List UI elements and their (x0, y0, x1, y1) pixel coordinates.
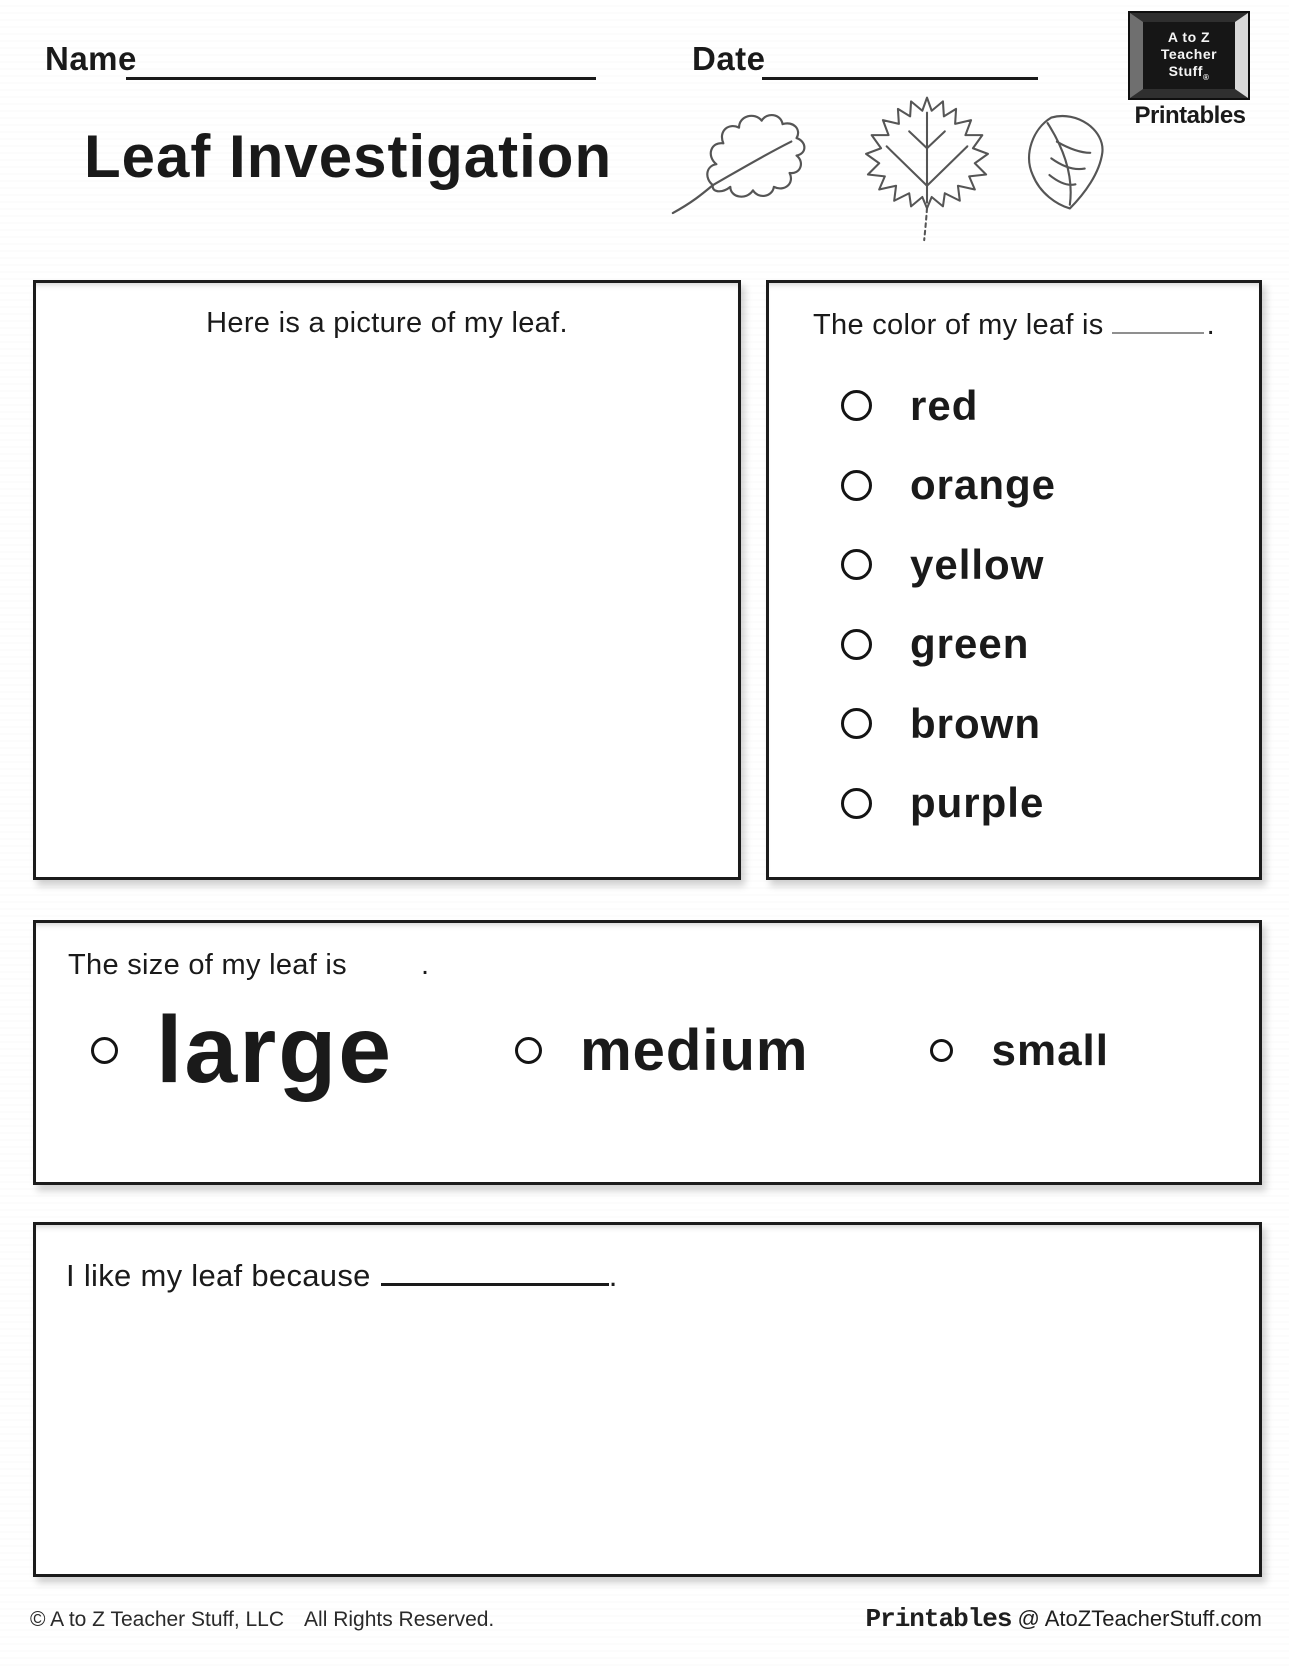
picture-prompt: Here is a picture of my leaf. (206, 307, 568, 339)
size-label-small: small (991, 1025, 1109, 1075)
registered-mark: ® (1202, 72, 1210, 82)
color-option-yellow (841, 541, 1259, 589)
color-prompt: The color of my leaf is . (769, 305, 1259, 342)
leaf-color-box (766, 280, 1262, 880)
poplar-leaf-icon (1020, 112, 1116, 214)
size-prompt-period: . (420, 949, 430, 981)
logo-line2: Teacher (1160, 45, 1218, 62)
footer-site-url: @ AtoZTeacherStuff.com (1017, 1606, 1262, 1631)
color-label-orange: orange (910, 461, 1057, 509)
radio-brown[interactable] (841, 708, 872, 739)
leaf-because-box[interactable] (33, 1222, 1262, 1577)
atoz-teacher-stuff-logo (1128, 11, 1250, 100)
size-option-medium (515, 1017, 808, 1084)
radio-green[interactable] (841, 629, 872, 660)
date-label: Date (692, 40, 766, 77)
name-blank-line[interactable] (126, 40, 596, 80)
color-label-brown: brown (910, 699, 1041, 747)
radio-medium[interactable] (515, 1037, 542, 1064)
copyright-text: © A to Z Teacher Stuff, LLC (30, 1608, 285, 1631)
size-option-small (930, 1026, 1109, 1076)
color-option-orange (841, 461, 1259, 509)
size-prompt: The size of my leaf is . (68, 949, 430, 981)
name-label: Name (45, 40, 137, 77)
oak-leaf-icon (662, 98, 830, 220)
size-label-large: large (156, 997, 394, 1103)
logo-line1: A to Z (1167, 28, 1211, 45)
color-label-purple: purple (910, 779, 1045, 827)
color-prompt-period: . (1206, 309, 1215, 341)
logo-line3: Stuff$_®$ (1168, 62, 1210, 82)
color-option-brown (841, 700, 1259, 748)
because-prompt: I like my leaf because . (66, 1255, 1259, 1294)
color-label-red: red (910, 381, 979, 429)
color-options-list (769, 342, 1259, 877)
color-option-green (841, 620, 1259, 668)
color-label-yellow: yellow (910, 540, 1045, 588)
color-option-red (841, 382, 1259, 430)
printables-caption: Printables (1134, 102, 1246, 129)
chalkboard-frame (1130, 13, 1248, 98)
size-option-large (91, 996, 393, 1105)
color-label-green: green (910, 620, 1030, 668)
radio-purple[interactable] (841, 788, 872, 819)
page-title: Leaf Investigation (84, 123, 613, 190)
footer-brand: Printables (865, 1604, 1012, 1634)
radio-yellow[interactable] (841, 549, 872, 580)
size-options-row (36, 996, 1259, 1105)
size-label-medium: medium (580, 1018, 809, 1083)
maple-leaf-icon (856, 92, 998, 242)
radio-large[interactable] (91, 1037, 118, 1064)
color-blank-line[interactable] (1112, 305, 1204, 334)
rights-text: All Rights Reserved. (304, 1608, 495, 1631)
because-prompt-period: . (608, 1258, 618, 1293)
leaf-size-box (33, 920, 1262, 1185)
radio-orange[interactable] (841, 470, 872, 501)
radio-red[interactable] (841, 390, 872, 421)
footer-copyright (30, 1608, 494, 1632)
because-blank-line[interactable] (381, 1255, 609, 1286)
footer-site (865, 1604, 1262, 1634)
date-blank-line[interactable] (762, 40, 1038, 80)
color-option-purple (841, 779, 1259, 827)
logo-text (1161, 29, 1217, 83)
radio-small[interactable] (930, 1039, 953, 1062)
leaf-picture-box[interactable] (33, 280, 741, 880)
